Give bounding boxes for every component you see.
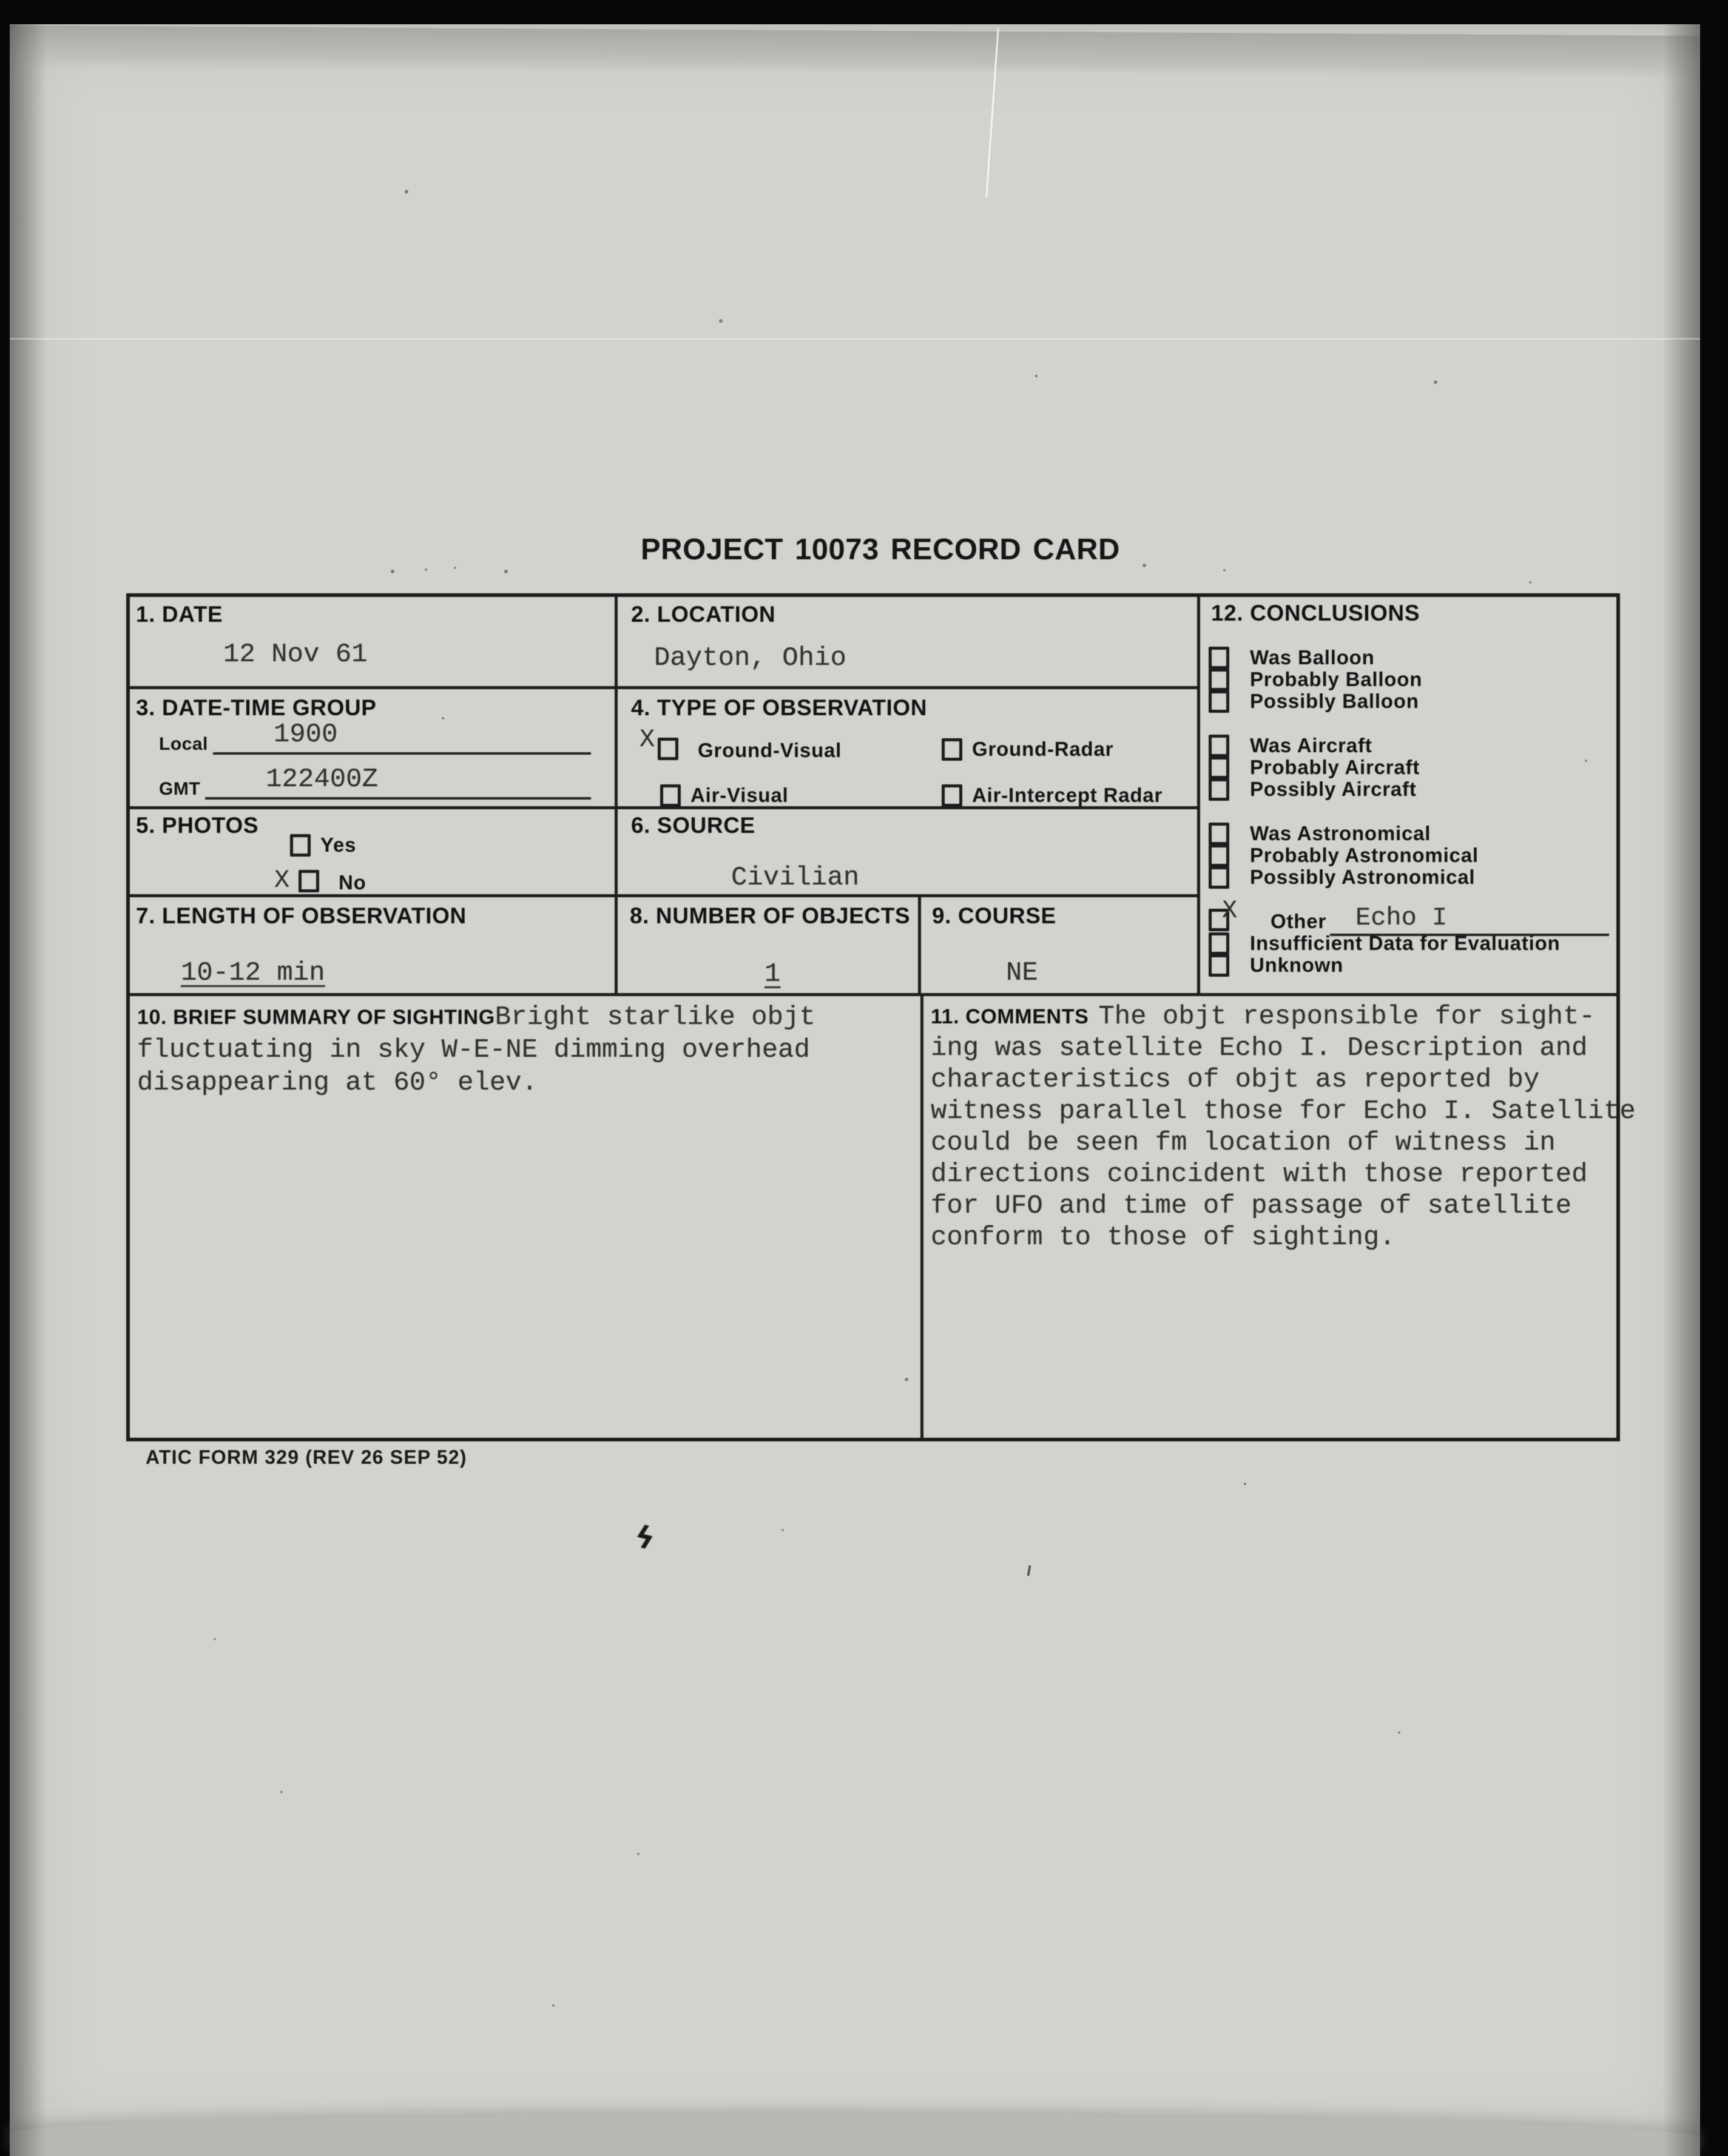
dtg-gmt-label: GMT [159,779,201,799]
conclusion-item-label: Probably Balloon [1250,668,1423,690]
conclusion-item-label: Possibly Aircraft [1250,778,1417,800]
conclusions-label: 12. CONCLUSIONS [1211,601,1420,625]
comments-text: conform to those of sighting. [931,1222,1396,1253]
field-type-of-observation [618,689,1200,809]
type-obs-label: 4. TYPE OF OBSERVATION [631,695,928,720]
photos-no-label: No [339,871,366,894]
air-intercept-radar-label: Air-Intercept Radar [972,784,1163,806]
course-value: NE [1006,958,1038,988]
course-label: 9. COURSE [932,903,1056,928]
number-label: 8. NUMBER OF OBJECTS [630,903,911,928]
option-photos-yes [290,834,356,857]
comments-label: 11. COMMENTS [931,1005,1089,1028]
comments-text: characteristics of objt as reported by [931,1065,1540,1095]
other-value: Echo I [1355,903,1448,932]
option-ground-radar [942,738,1113,761]
conclusion-item [1209,735,1609,756]
option-air-intercept-radar [942,784,1163,807]
checkbox-icon [1209,669,1229,691]
checkbox-icon [1209,647,1229,669]
conclusion-item-other [1209,896,1609,932]
field-conclusions [1200,597,1616,996]
comments-text: directions coincident with those reported [931,1159,1588,1190]
photos-no-checkbox-wrap [274,866,329,895]
conclusion-item [1209,756,1609,778]
ground-visual-label: Ground-Visual [698,739,842,761]
dtg-gmt-row [159,764,591,800]
comments-text: ing was satellite Echo I. Description and [931,1033,1588,1063]
checkbox-icon [299,870,319,892]
field-date-label: 1. DATE [136,602,223,627]
form-number: ATIC FORM 329 (REV 26 SEP 52) [146,1446,467,1468]
conclusion-item-label: Probably Astronomical [1250,844,1479,866]
air-visual-label: Air-Visual [690,784,789,806]
checkbox-icon [290,834,311,857]
conclusion-other-label: Other [1271,910,1327,932]
scan-artifact-line [10,338,1700,340]
conclusion-item-label: Unknown [1250,954,1344,976]
scan-shadow-left [10,24,46,2156]
checkbox-icon [660,784,681,807]
conclusion-item-label: Probably Aircraft [1250,756,1420,778]
conclusion-item [1209,954,1609,976]
dtg-gmt-value: 122400Z [266,764,378,795]
comments-text: for UFO and time of passage of satellite [931,1191,1572,1221]
checkbox-icon [1209,690,1229,713]
field-date-time-group [130,689,618,809]
x-mark: X [1222,896,1238,925]
photos-yes-label: Yes [320,834,357,856]
length-value: 10-12 min [181,958,325,988]
comments-line [931,1001,1616,1033]
dtg-local-label: Local [159,734,208,754]
checkbox-icon [658,738,678,760]
checkbox-icon [942,738,962,761]
source-label: 6. SOURCE [631,813,755,838]
field-comments [923,996,1636,1438]
other-underline [1330,903,1609,936]
summary-text: Bright starlike objt [494,1002,815,1033]
ground-visual-checkbox-wrap [640,725,688,763]
conclusion-item-label: Possibly Balloon [1250,690,1419,712]
conclusion-item [1209,823,1609,844]
checkbox-icon [1209,778,1229,801]
checkbox-icon [942,784,962,807]
dtg-gmt-underline [205,764,591,800]
conclusion-item [1209,669,1609,690]
conclusion-item [1209,844,1609,866]
page-title: PROJECT 10073 RECORD CARD [641,533,1120,566]
record-card [126,593,1636,1441]
x-mark: X [274,866,290,895]
conclusion-item [1209,866,1609,888]
conclusion-item-label: Possibly Astronomical [1250,866,1476,888]
conclusion-item [1209,647,1609,669]
x-mark: X [640,725,655,754]
comments-text: witness parallel those for Echo I. Satellite [931,1096,1636,1127]
field-brief-summary [130,996,923,1438]
summary-line [137,1001,920,1034]
checkbox-icon [1209,756,1229,779]
field-source [618,809,1200,897]
number-value: 1 [764,959,781,989]
checkbox-icon [1209,823,1229,845]
checkbox-icon [1209,932,1229,955]
ink-mark: ϟ [630,1518,659,1558]
option-air-visual [660,784,788,807]
field-location-label: 2. LOCATION [631,602,776,627]
field-location-value: Dayton, Ohio [654,643,846,673]
dtg-local-value: 1900 [273,719,338,750]
option-photos-no [274,866,366,895]
scan-shadow-right [1662,24,1700,2156]
length-label: 7. LENGTH OF OBSERVATION [136,903,467,928]
dtg-local-row [159,719,591,755]
source-value: Civilian [731,863,860,893]
other-checkbox-wrap [1209,896,1250,934]
checkbox-icon [1209,866,1229,889]
field-date-value: 12 Nov 61 [223,639,368,670]
field-course [921,897,1200,996]
checkbox-icon [1209,735,1229,757]
summary-text: fluctuating in sky W-E-NE dimming overhead [137,1035,810,1065]
conclusion-item-label: Was Balloon [1250,646,1375,669]
ground-radar-label: Ground-Radar [972,738,1114,760]
summary-text: disappearing at 60° elev. [137,1068,538,1098]
conclusion-item-label: Was Astronomical [1250,822,1431,844]
conclusion-item-label: Insufficient Data for Evaluation [1250,932,1561,954]
comments-text: could be seen fm location of witness in [931,1128,1556,1158]
comments-text: The objt responsible for sight- [1098,1002,1595,1032]
field-dtg-label: 3. DATE-TIME GROUP [136,695,377,720]
conclusion-item [1209,778,1609,800]
field-length-of-observation [130,897,618,996]
field-number-of-objects [618,897,921,996]
field-photos [130,809,618,897]
field-location [618,597,1200,689]
checkbox-icon [1209,844,1229,867]
dtg-local-underline [213,719,591,755]
field-date [130,597,618,689]
conclusion-item-label: Was Aircraft [1250,734,1372,756]
photos-label: 5. PHOTOS [136,813,259,838]
dust-specks [0,0,2,2]
conclusions-list [1209,647,1609,976]
checkbox-icon [1209,954,1229,977]
conclusion-item [1209,690,1609,712]
option-ground-visual [640,725,842,763]
summary-label: 10. BRIEF SUMMARY OF SIGHTING [137,1006,495,1029]
